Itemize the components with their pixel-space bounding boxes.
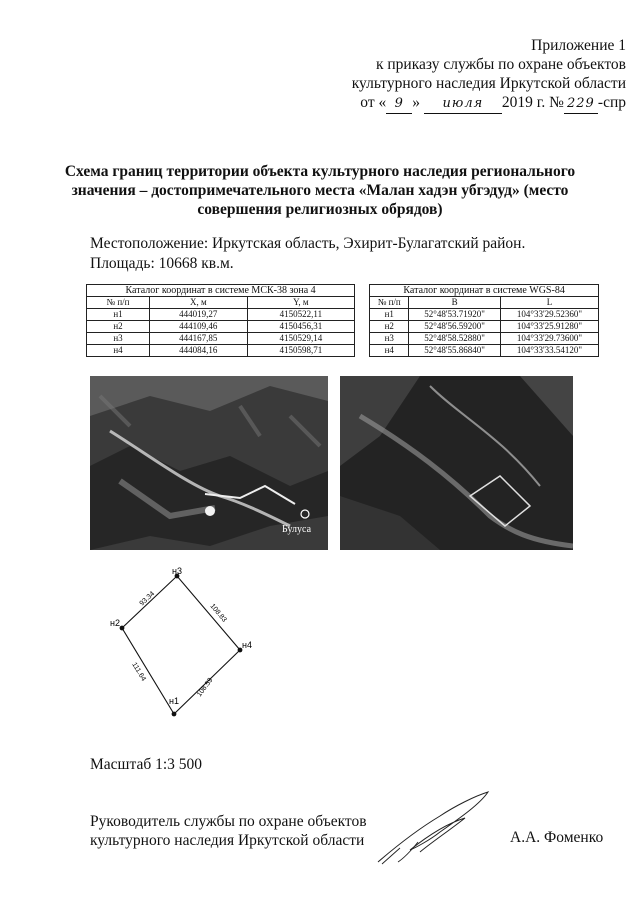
table-cell: н4 [370, 345, 409, 357]
table-cell: 52°48'56.59200" [409, 321, 501, 333]
order-mid: » [412, 94, 420, 111]
wgs-catalog-title: Каталог координат в системе WGS-84 [370, 285, 599, 297]
table-cell: 52°48'55.86840" [409, 345, 501, 357]
edge-length-label: 93.34 [138, 590, 157, 608]
table-cell: 52°48'53.71920" [409, 309, 501, 321]
column-header: № п/п [87, 297, 150, 309]
table-cell: 444019,27 [150, 309, 247, 321]
table-row [87, 333, 599, 345]
table-row [87, 321, 599, 333]
table-cell: 4150522,11 [247, 309, 355, 321]
table-cell: 444084,16 [150, 345, 247, 357]
map-place-label: Булуса [282, 524, 312, 535]
point-label: н3 [172, 566, 182, 576]
order-prefix: от « [360, 94, 387, 111]
order-day: 9 [386, 94, 412, 114]
table-cell: 104°33'25.91280" [500, 321, 598, 333]
table-cell: 4150456,31 [247, 321, 355, 333]
column-header: B [409, 297, 501, 309]
table-cell: н1 [370, 309, 409, 321]
table-cell: 104°33'29.52360" [500, 309, 598, 321]
order-year: 2019 г. № [501, 94, 564, 111]
boundary-plan [100, 562, 270, 722]
order-month: июля [424, 94, 502, 114]
table-cell: 104°33'33.54120" [500, 345, 598, 357]
order-date-number [352, 93, 626, 114]
table-row [87, 345, 599, 357]
document-title: Схема границ территории объекта культурного наследия регионального значения – достопримечательного места «Малан хадэн убгэдуд» (место совершения религиозных обрядов) [64, 163, 576, 218]
column-header: X, м [150, 297, 247, 309]
table-cell: 444167,85 [150, 333, 247, 345]
table-cell: н1 [87, 309, 150, 321]
satellite-detail-graphic [340, 376, 573, 550]
table-cell: н3 [87, 333, 150, 345]
appendix-label: Приложение 1 [531, 37, 626, 54]
appendix-header [352, 36, 626, 114]
site-info [90, 234, 525, 274]
table-cell: 52°48'58.52880" [409, 333, 501, 345]
table-cell: 444109,46 [150, 321, 247, 333]
table-cell: 4150598,71 [247, 345, 355, 357]
msk-catalog-title: Каталог координат в системе МСК-38 зона 4 [87, 285, 355, 297]
signatory-position [90, 812, 367, 850]
handwritten-signature [370, 788, 500, 868]
edge-length-label: 108.83 [208, 602, 228, 624]
table-cell: 4150529,14 [247, 333, 355, 345]
satellite-detail-image [340, 376, 573, 550]
column-header: № п/п [370, 297, 409, 309]
order-reference-line1: к приказу службы по охране объектов [375, 56, 626, 73]
order-reference-line2: культурного наследия Иркутской области [351, 75, 626, 92]
location-text: Местоположение: Иркутская область, Эхирит-Булагатский район. [90, 235, 526, 252]
satellite-overview-image [90, 376, 328, 550]
point-label: н1 [169, 696, 179, 706]
map-scale: Масштаб 1:3 500 [90, 756, 203, 773]
table-row [87, 309, 599, 321]
table-cell: н4 [87, 345, 150, 357]
boundary-point-marker [172, 712, 177, 717]
signatory-position-line1: Руководитель службы по охране объектов [90, 813, 367, 830]
table-cell: н2 [370, 321, 409, 333]
edge-length-label: 111.64 [130, 661, 147, 683]
column-header: Y, м [247, 297, 355, 309]
signatory-position-line2: культурного наследия Иркутской области [90, 832, 365, 849]
point-label: н2 [110, 618, 120, 628]
area-text: Площадь: 10668 кв.м. [90, 255, 234, 272]
boundary-point-marker [120, 626, 125, 631]
point-label: н4 [242, 640, 252, 650]
order-suffix: -спр [597, 94, 626, 111]
coordinate-catalog-table [86, 284, 599, 357]
table-cell: н3 [370, 333, 409, 345]
satellite-overview-graphic [90, 376, 328, 550]
order-number: 229 [564, 94, 598, 114]
edge-length-label: 108.59 [196, 676, 215, 699]
table-cell: 104°33'29.73600" [500, 333, 598, 345]
table-cell: н2 [87, 321, 150, 333]
column-header: L [500, 297, 598, 309]
signatory-name: А.А. Фоменко [510, 829, 604, 846]
